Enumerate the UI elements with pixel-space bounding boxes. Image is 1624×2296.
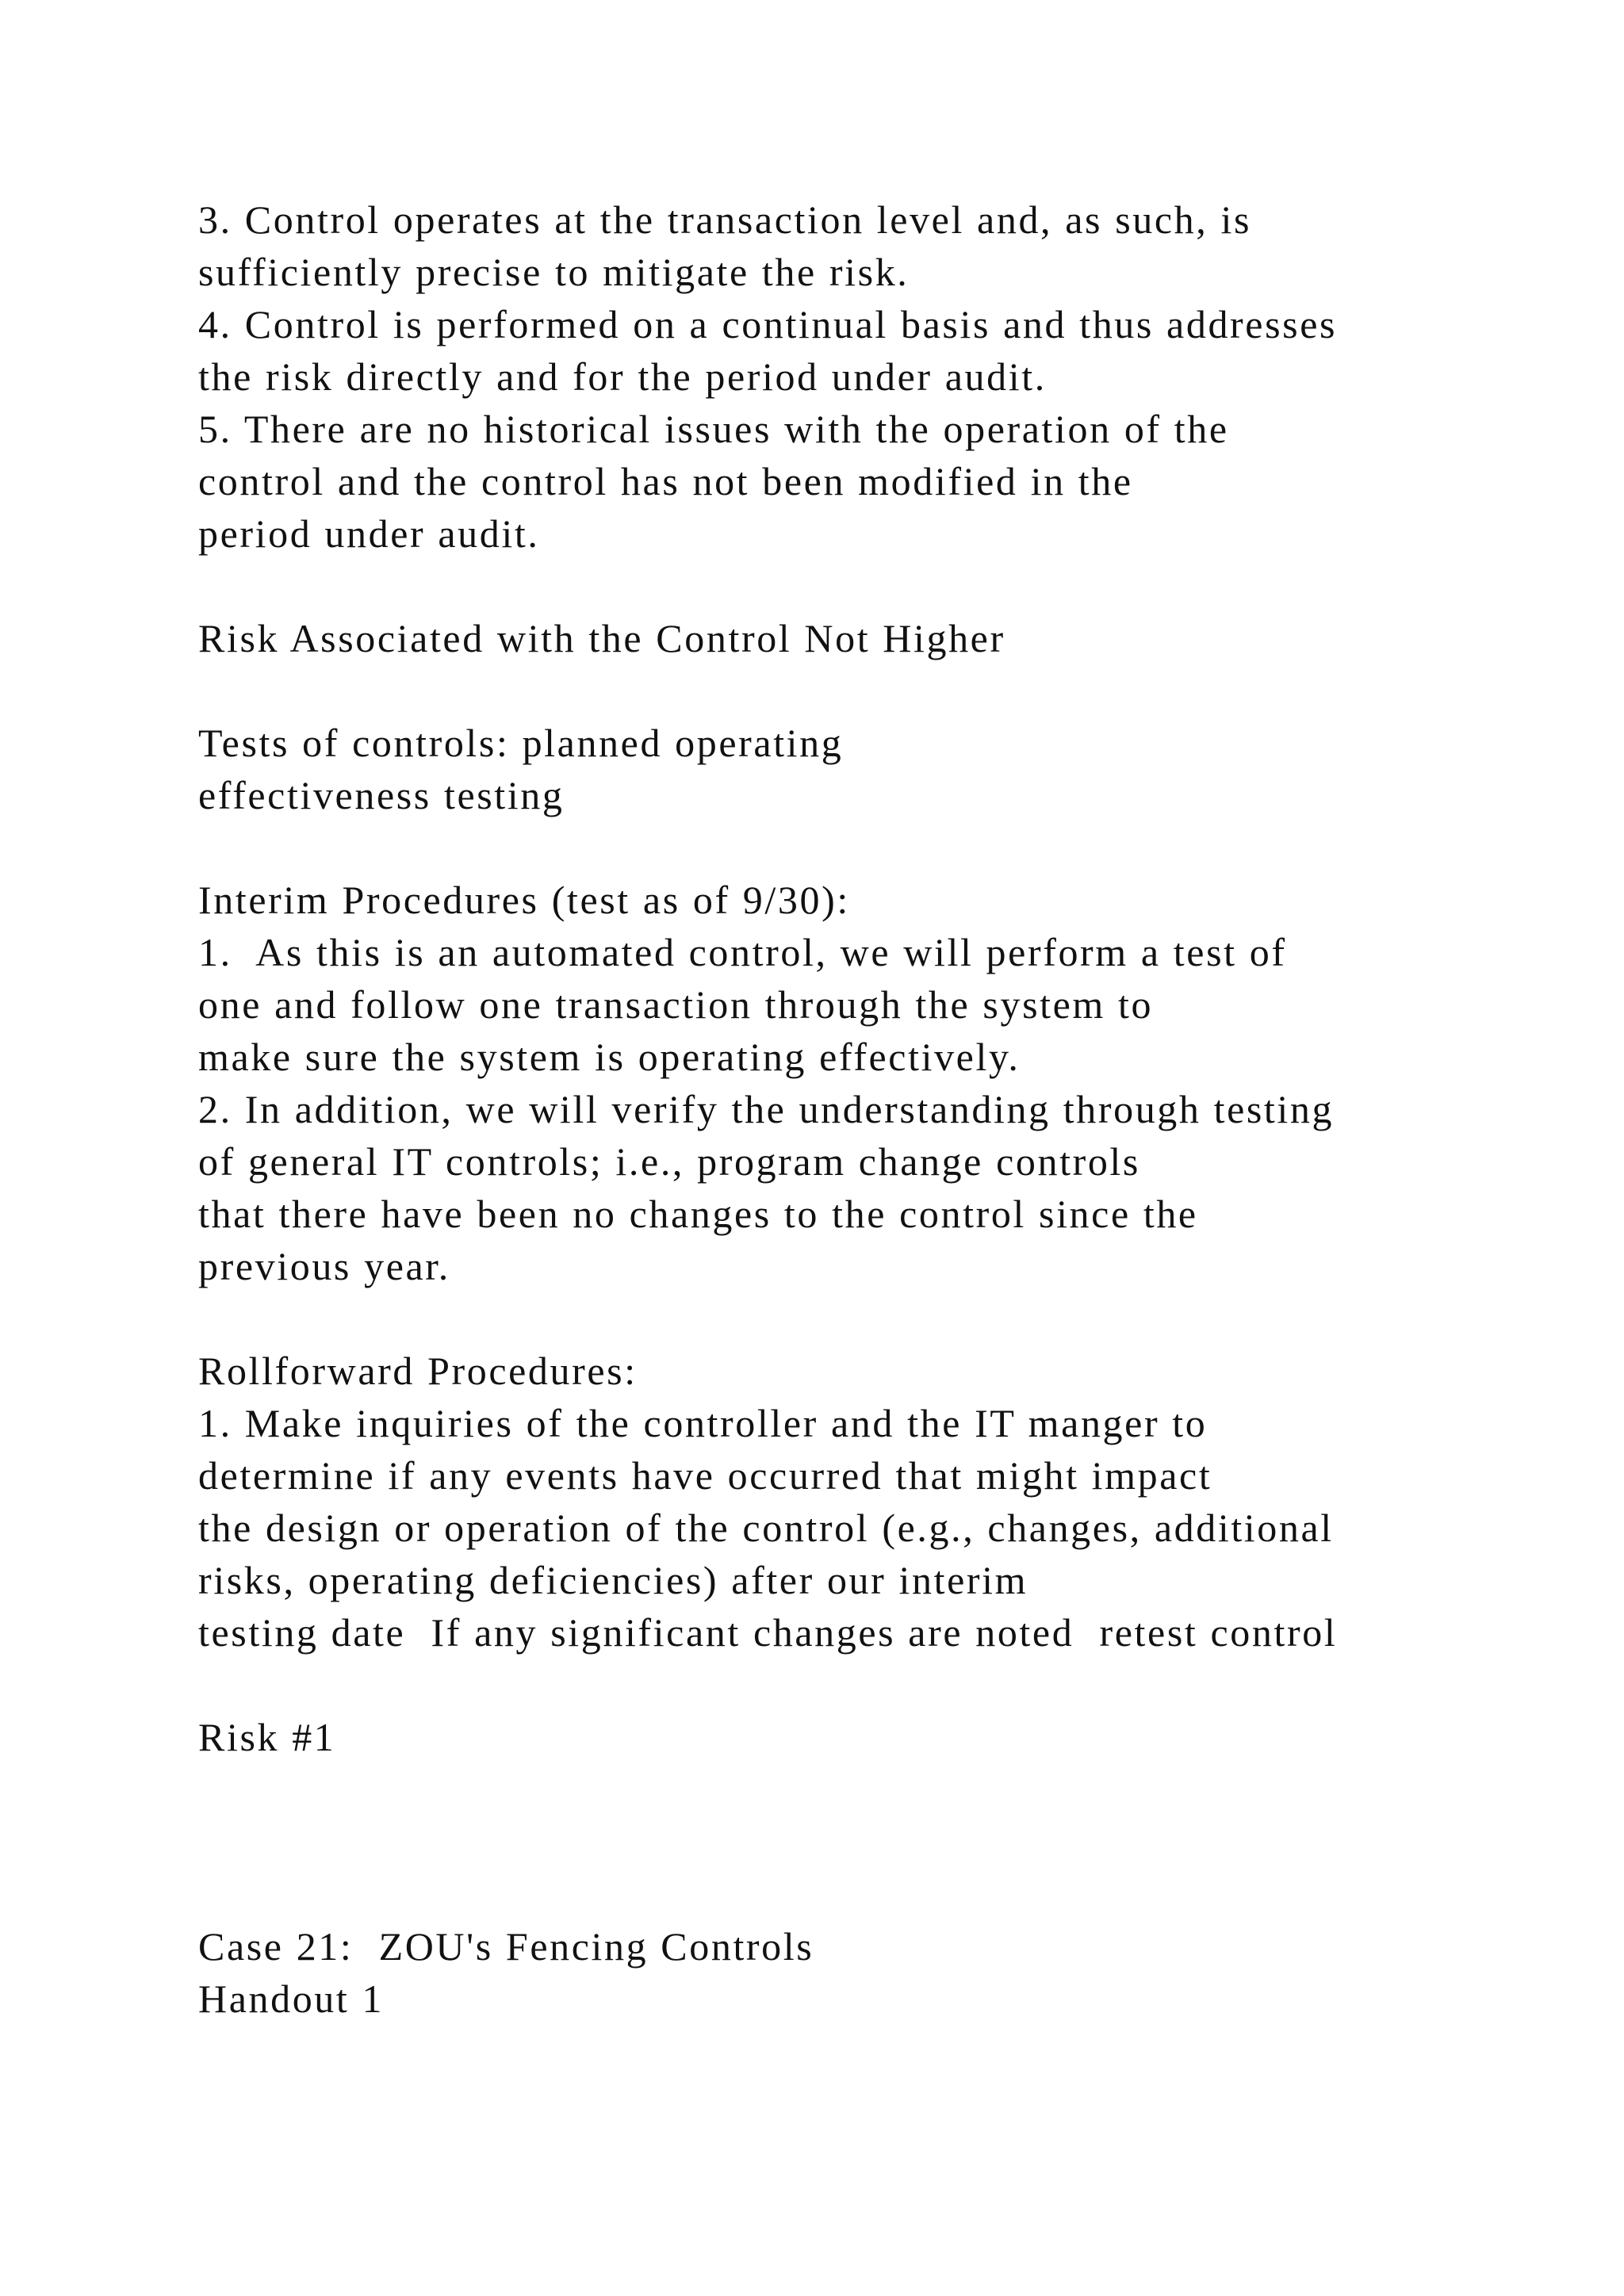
text-line: sufficiently precise to mitigate the risk. — [198, 250, 910, 294]
text-line: 1. Make inquiries of the controller and the IT manger to — [198, 1401, 1208, 1445]
blank-line — [198, 664, 1594, 717]
blank-line — [198, 1659, 1594, 1711]
text-line: previous year. — [198, 1244, 450, 1288]
section-heading: Interim Procedures (test as of 9/30): — [198, 878, 850, 922]
text-line: one and follow one transaction through the system to — [198, 982, 1154, 1027]
text-line: the risk directly and for the period under audit. — [198, 354, 1047, 399]
blank-gap — [198, 1763, 1594, 1920]
section-heading: Tests of controls: planned operating — [198, 721, 844, 765]
text-line: 2. In addition, we will verify the understanding through testing — [198, 1087, 1335, 1131]
handout-label: Handout 1 — [198, 1976, 385, 2021]
section-heading: Rollforward Procedures: — [198, 1349, 638, 1393]
blank-line — [198, 1292, 1594, 1345]
text-line: determine if any events have occurred that might impact — [198, 1453, 1212, 1498]
text-line: make sure the system is operating effectively. — [198, 1035, 1021, 1079]
text-line: the design or operation of the control (e.g., changes, additional — [198, 1506, 1334, 1550]
text-line: 4. Control is performed on a continual basis and thus addresses — [198, 302, 1338, 346]
text-line: risks, operating deficiencies) after our interim — [198, 1558, 1028, 1602]
text-line: 1. As this is an automated control, we will perform a test of — [198, 930, 1287, 974]
text-line: period under audit. — [198, 511, 540, 556]
text-line: 3. Control operates at the transaction level and, as such, is — [198, 197, 1251, 242]
text-line: of general IT controls; i.e., program change controls — [198, 1139, 1140, 1184]
text-line: effectiveness testing — [198, 773, 565, 817]
text-line: control and the control has not been modified in the — [198, 459, 1133, 503]
case-title: Case 21: ZOU's Fencing Controls — [198, 1924, 814, 1969]
blank-line — [198, 560, 1594, 612]
section-heading: Risk Associated with the Control Not Higher — [198, 616, 1005, 660]
blank-line — [198, 821, 1594, 874]
text-line: 5. There are no historical issues with the operation of the — [198, 407, 1229, 451]
text-line: that there have been no changes to the control since the — [198, 1192, 1198, 1236]
text-line: testing date If any significant changes are noted retest control — [198, 1610, 1338, 1655]
risk-label: Risk #1 — [198, 1715, 336, 1759]
document-body — [198, 193, 1594, 2025]
